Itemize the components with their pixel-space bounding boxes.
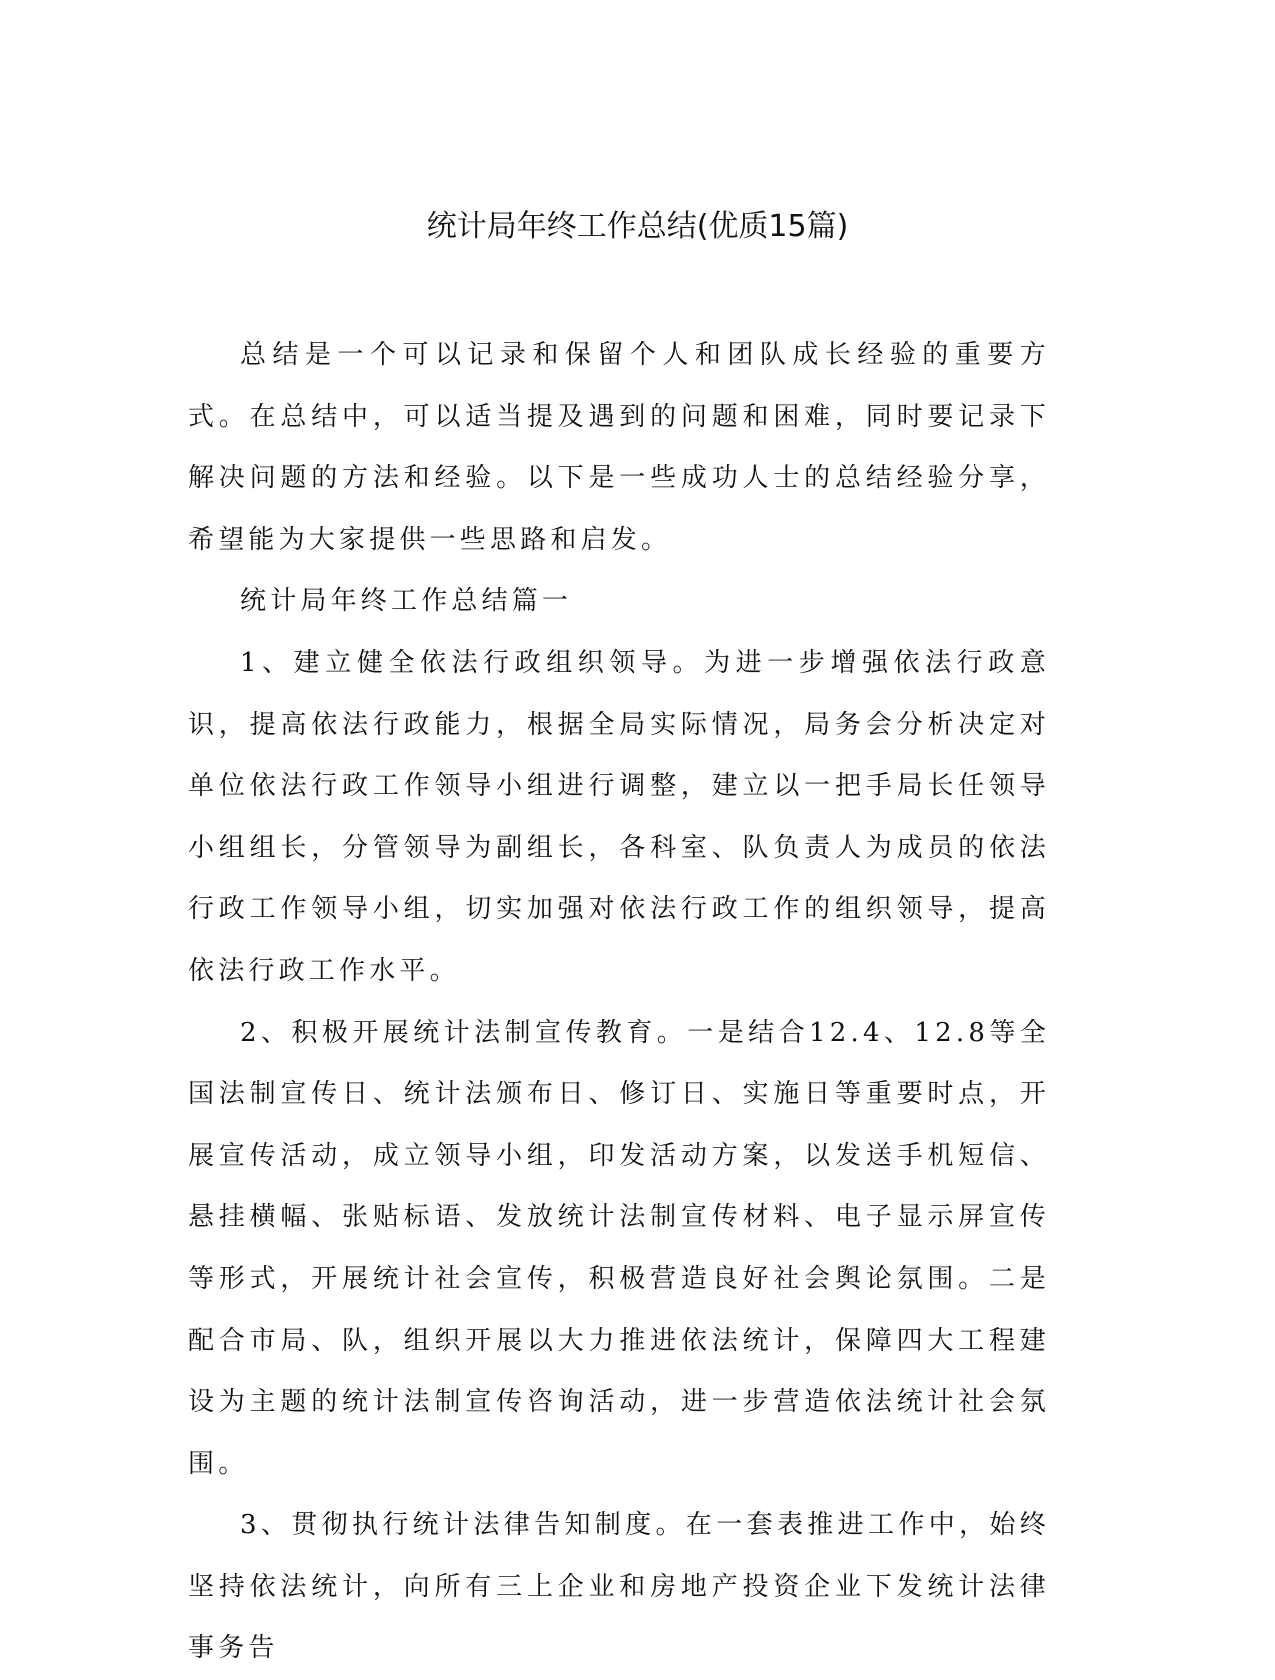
document-title: 统计局年终工作总结(优质15篇) (426, 209, 849, 244)
document-body (188, 325, 1050, 1680)
intro-paragraph: 总结是一个可以记录和保留个人和团队成长经验的重要方式。在总结中，可以适当提及遇到的问题和困难，同时要记录下解决问题的方法和经验。以下是一些成功人士的总结经验分享，希望能为大家提供一些思路和启发。 (188, 340, 1050, 555)
paragraph-item-3: 3、贯彻执行统计法律告知制度。在一套表推进工作中，始终坚持依法统计，向所有三上企业和房地产投资企业下发统计法律事务告 (188, 1510, 1050, 1664)
section-heading: 统计局年终工作总结篇一 (240, 586, 573, 617)
paragraph-item-2: 2、积极开展统计法制宣传教育。一是结合12.4、12.8等全国法制宣传日、统计法颁布日、修订日、实施日等重要时点，开展宣传活动，成立领导小组，印发活动方案，以发送手机短信、悬挂横幅、张贴标语、发放统计法制宣传材料、电子显示屏宣传等形式，开展统计社会宣传，积极营造良好社会舆论氛围。二是配合市局、队，组织开展以大力推进依法统计，保障四大工程建设为主题的统计法制宣传咨询活动，进一步营造依法统计社会氛围。 (188, 1017, 1050, 1479)
paragraph-item-1: 1、建立健全依法行政组织领导。为进一步增强依法行政意识，提高依法行政能力，根据全局实际情况，局务会分析决定对单位依法行政工作领导小组进行调整，建立以一把手局长任领导小组组长，分管领导为副组长，各科室、队负责人为成员的依法行政工作领导小组，切实加强对依法行政工作的组织领导，提高依法行政工作水平。 (188, 647, 1050, 986)
